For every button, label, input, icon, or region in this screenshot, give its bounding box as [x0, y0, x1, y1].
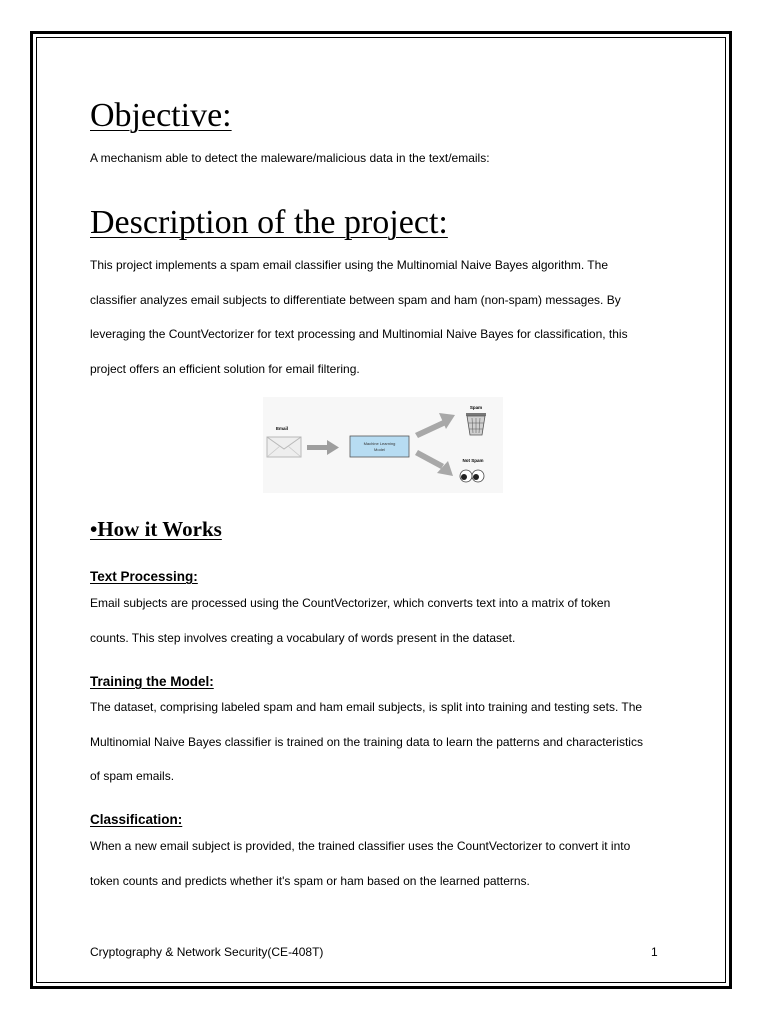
training-model-paragraph	[90, 699, 690, 803]
description-line: This project implements a spam email classifier using the Multinomial Naive Bayes algorithm. The	[90, 258, 608, 272]
text-processing-line: counts. This step involves creating a vocabulary of words present in the dataset.	[90, 630, 516, 645]
description-heading: Description of the project:	[90, 204, 448, 241]
not-spam-label: Not Spam	[462, 458, 484, 463]
classification-line: When a new email subject is provided, the trained classifier uses the CountVectorizer to convert it into	[90, 839, 631, 853]
description-paragraph	[90, 257, 690, 395]
training-model-line: The dataset, comprising labeled spam and ham email subjects, is split into training and testing sets. The	[90, 700, 643, 714]
description-line: classifier analyzes email subjects to differentiate between spam and ham (non-spam) messages. By	[90, 292, 621, 307]
objective-text: A mechanism able to detect the maleware/malicious data in the text/emails:	[90, 151, 490, 165]
model-label-line1: Machine Learning	[363, 441, 396, 446]
training-model-line: Multinomial Naive Bayes classifier is trained on the training data to learn the patterns and characteristics	[90, 734, 643, 749]
classification-paragraph	[90, 838, 690, 907]
how-it-works-heading: •How it Works	[90, 517, 222, 541]
footer-course: Cryptography & Network Security(CE-408T)	[90, 945, 324, 959]
text-processing-title: Text Processing:	[90, 569, 198, 584]
description-line: project offers an efficient solution for email filtering.	[90, 361, 360, 376]
training-model-line: of spam emails.	[90, 769, 175, 783]
model-label-line2: Model	[374, 447, 385, 452]
envelope-icon	[267, 437, 301, 457]
training-model-title: Training the Model:	[90, 674, 214, 689]
text-processing-paragraph	[90, 595, 690, 664]
classification-title: Classification:	[90, 812, 183, 827]
email-label: Email	[276, 426, 289, 431]
text-processing-line: Email subjects are processed using the CountVectorizer, which converts text into a matrix of token	[90, 596, 611, 610]
spam-classifier-diagram	[263, 397, 503, 493]
classification-line: token counts and predicts whether it's spam or ham based on the learned patterns.	[90, 873, 530, 888]
spam-label: Spam	[469, 405, 483, 410]
footer-page-number: 1	[651, 945, 658, 959]
objective-heading: Objective:	[90, 97, 232, 134]
description-line: leveraging the CountVectorizer for text processing and Multinomial Naive Bayes for classification, this	[90, 327, 628, 341]
